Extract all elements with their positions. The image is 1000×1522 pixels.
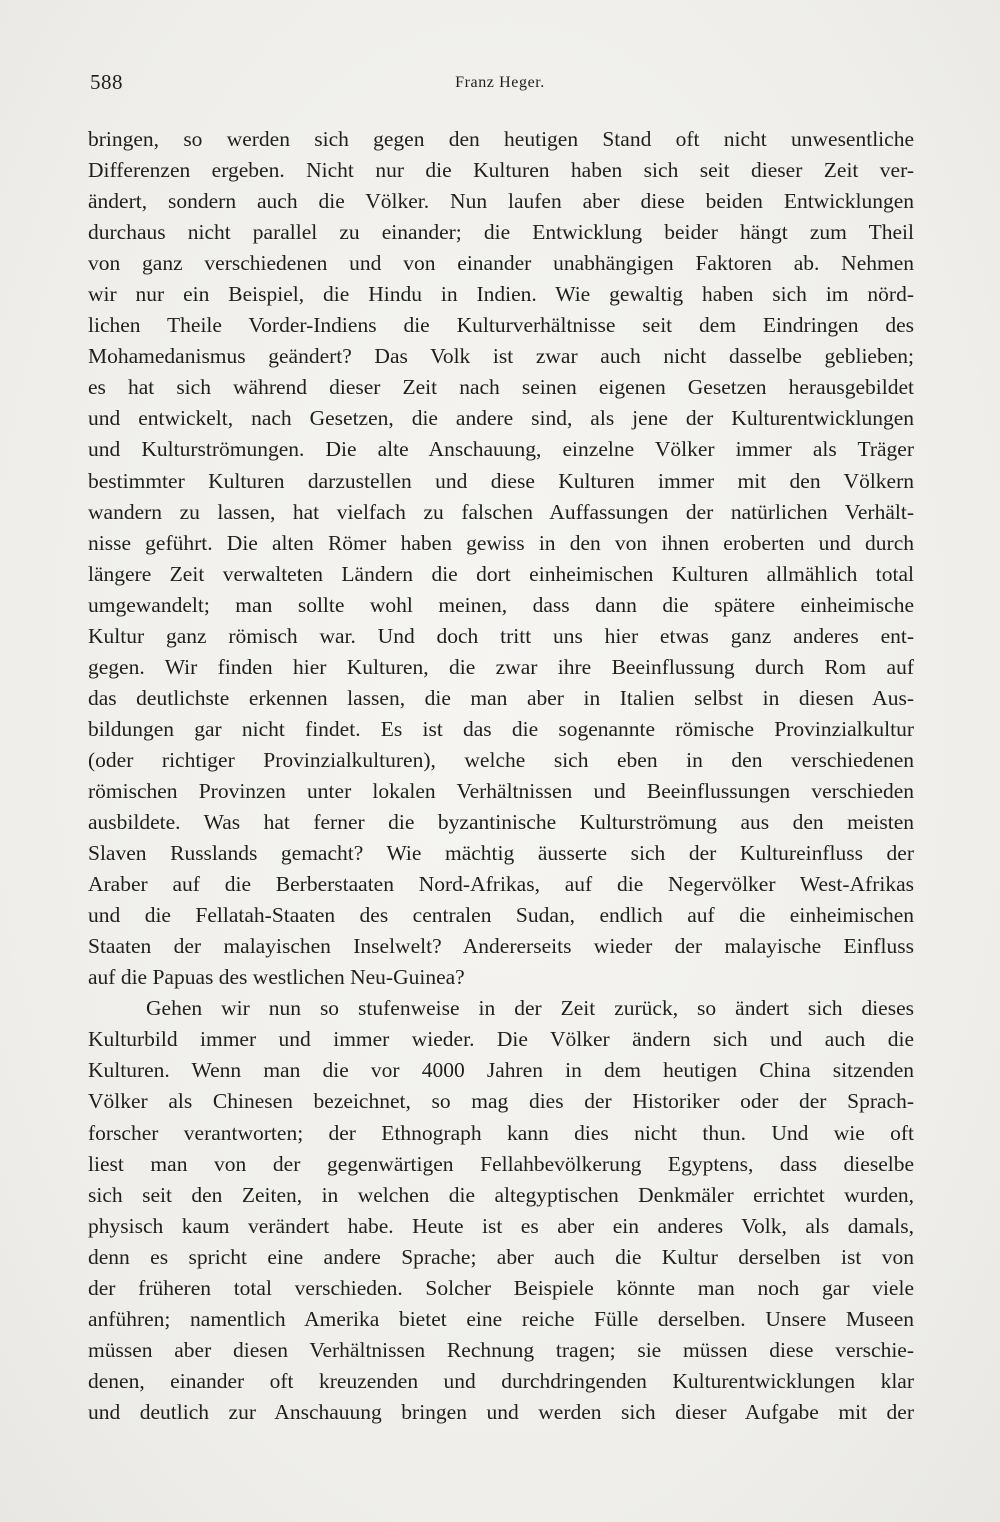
text-line: von ganz verschiedenen und von einander unabhängigen Faktoren ab. Nehmen: [88, 251, 914, 276]
text-line: denen, einander oft kreuzenden und durchdringenden Kulturentwicklungen klar: [88, 1368, 914, 1393]
text-line: Kultur ganz römisch war. Und doch tritt uns hier etwas ganz anderes ent-: [88, 623, 914, 648]
text-line: lichen Theile Vorder-Indiens die Kulturverhältnisse seit dem Eindringen des: [88, 313, 914, 338]
text-line: forscher verantworten; der Ethnograph kann dies nicht thun. Und wie oft: [88, 1120, 914, 1145]
text-line: Kulturbild immer und immer wieder. Die Völker ändern sich und auch die: [88, 1027, 914, 1052]
text-line: nisse geführt. Die alten Römer haben gewiss in den von ihnen eroberten und durch: [88, 530, 914, 555]
text-line: (oder richtiger Provinzialkulturen), welche sich eben in den verschiedenen: [88, 747, 914, 772]
text-line: Mohamedanismus geändert? Das Volk ist zwar auch nicht dasselbe geblieben;: [88, 344, 914, 369]
page-number: 588: [90, 70, 123, 94]
text-line: Kulturen. Wenn man die vor 4000 Jahren in dem heutigen China sitzenden: [88, 1058, 914, 1083]
text-line: auf die Papuas des westlichen Neu-Guinea?: [88, 965, 465, 990]
running-head-author: Franz Heger.: [455, 74, 545, 91]
text-line: und Kulturströmungen. Die alte Anschauung, einzelne Völker immer als Träger: [88, 437, 914, 462]
text-line: ändert, sondern auch die Völker. Nun laufen aber diese beiden Entwicklungen: [88, 189, 914, 214]
text-line: bildungen gar nicht findet. Es ist das die sogenannte römische Provinzialkultur: [88, 716, 914, 741]
body-text: [88, 124, 914, 1428]
text-line: Gehen wir nun so stufenweise in der Zeit zurück, so ändert sich dieses: [146, 996, 914, 1021]
text-line: und deutlich zur Anschauung bringen und werden sich dieser Aufgabe mit der: [88, 1399, 914, 1424]
page-header: [90, 70, 910, 100]
text-line: Staaten der malayischen Inselwelt? Andererseits wieder der malayische Einfluss: [88, 934, 914, 959]
text-line: römischen Provinzen unter lokalen Verhältnissen und Beeinflussungen verschieden: [88, 778, 914, 803]
text-line: das deutlichste erkennen lassen, die man aber in Italien selbst in diesen Aus-: [88, 685, 914, 710]
text-line: sich seit den Zeiten, in welchen die altegyptischen Denkmäler errichtet wurden,: [88, 1182, 914, 1207]
text-line: und die Fellatah-Staaten des centralen Sudan, endlich auf die einheimischen: [88, 903, 914, 928]
text-line: physisch kaum verändert habe. Heute ist es aber ein anderes Volk, als damals,: [88, 1213, 914, 1238]
text-line: denn es spricht eine andere Sprache; aber auch die Kultur derselben ist von: [88, 1244, 914, 1269]
text-line: ausbildete. Was hat ferner die byzantinische Kulturströmung aus den meisten: [88, 810, 914, 835]
text-line: wandern zu lassen, hat vielfach zu falschen Auffassungen der natürlichen Verhält-: [88, 499, 914, 524]
text-line: und entwickelt, nach Gesetzen, die andere sind, als jene der Kulturentwicklungen: [88, 406, 914, 431]
text-line: Differenzen ergeben. Nicht nur die Kulturen haben sich seit dieser Zeit ver-: [88, 158, 914, 183]
text-line: anführen; namentlich Amerika bietet eine reiche Fülle derselben. Unsere Museen: [88, 1306, 914, 1331]
text-line: Slaven Russlands gemacht? Wie mächtig äusserte sich der Kultureinfluss der: [88, 841, 914, 866]
text-line: liest man von der gegenwärtigen Fellahbevölkerung Egyptens, dass dieselbe: [88, 1151, 914, 1176]
text-line: bringen, so werden sich gegen den heutigen Stand oft nicht unwesentliche: [88, 127, 914, 151]
text-line: bestimmter Kulturen darzustellen und diese Kulturen immer mit den Völkern: [88, 468, 914, 493]
text-line: müssen aber diesen Verhältnissen Rechnung tragen; sie müssen diese verschie-: [88, 1337, 914, 1362]
text-line: Völker als Chinesen bezeichnet, so mag dies der Historiker oder der Sprach-: [88, 1089, 914, 1114]
text-line: der früheren total verschieden. Solcher Beispiele könnte man noch gar viele: [88, 1275, 914, 1300]
text-line: es hat sich während dieser Zeit nach seinen eigenen Gesetzen herausgebildet: [88, 375, 914, 400]
text-line: Araber auf die Berberstaaten Nord-Afrikas, auf die Negervölker West-Afrikas: [88, 872, 914, 897]
text-line: durchaus nicht parallel zu einander; die Entwicklung beider hängt zum Theil: [88, 220, 914, 245]
text-line: wir nur ein Beispiel, die Hindu in Indien. Wie gewaltig haben sich im nörd-: [88, 282, 914, 307]
text-line: umgewandelt; man sollte wohl meinen, dass dann die spätere einheimische: [88, 592, 914, 617]
text-line: längere Zeit verwalteten Ländern die dort einheimischen Kulturen allmählich total: [88, 561, 914, 586]
text-line: gegen. Wir finden hier Kulturen, die zwar ihre Beeinflussung durch Rom auf: [88, 654, 914, 679]
